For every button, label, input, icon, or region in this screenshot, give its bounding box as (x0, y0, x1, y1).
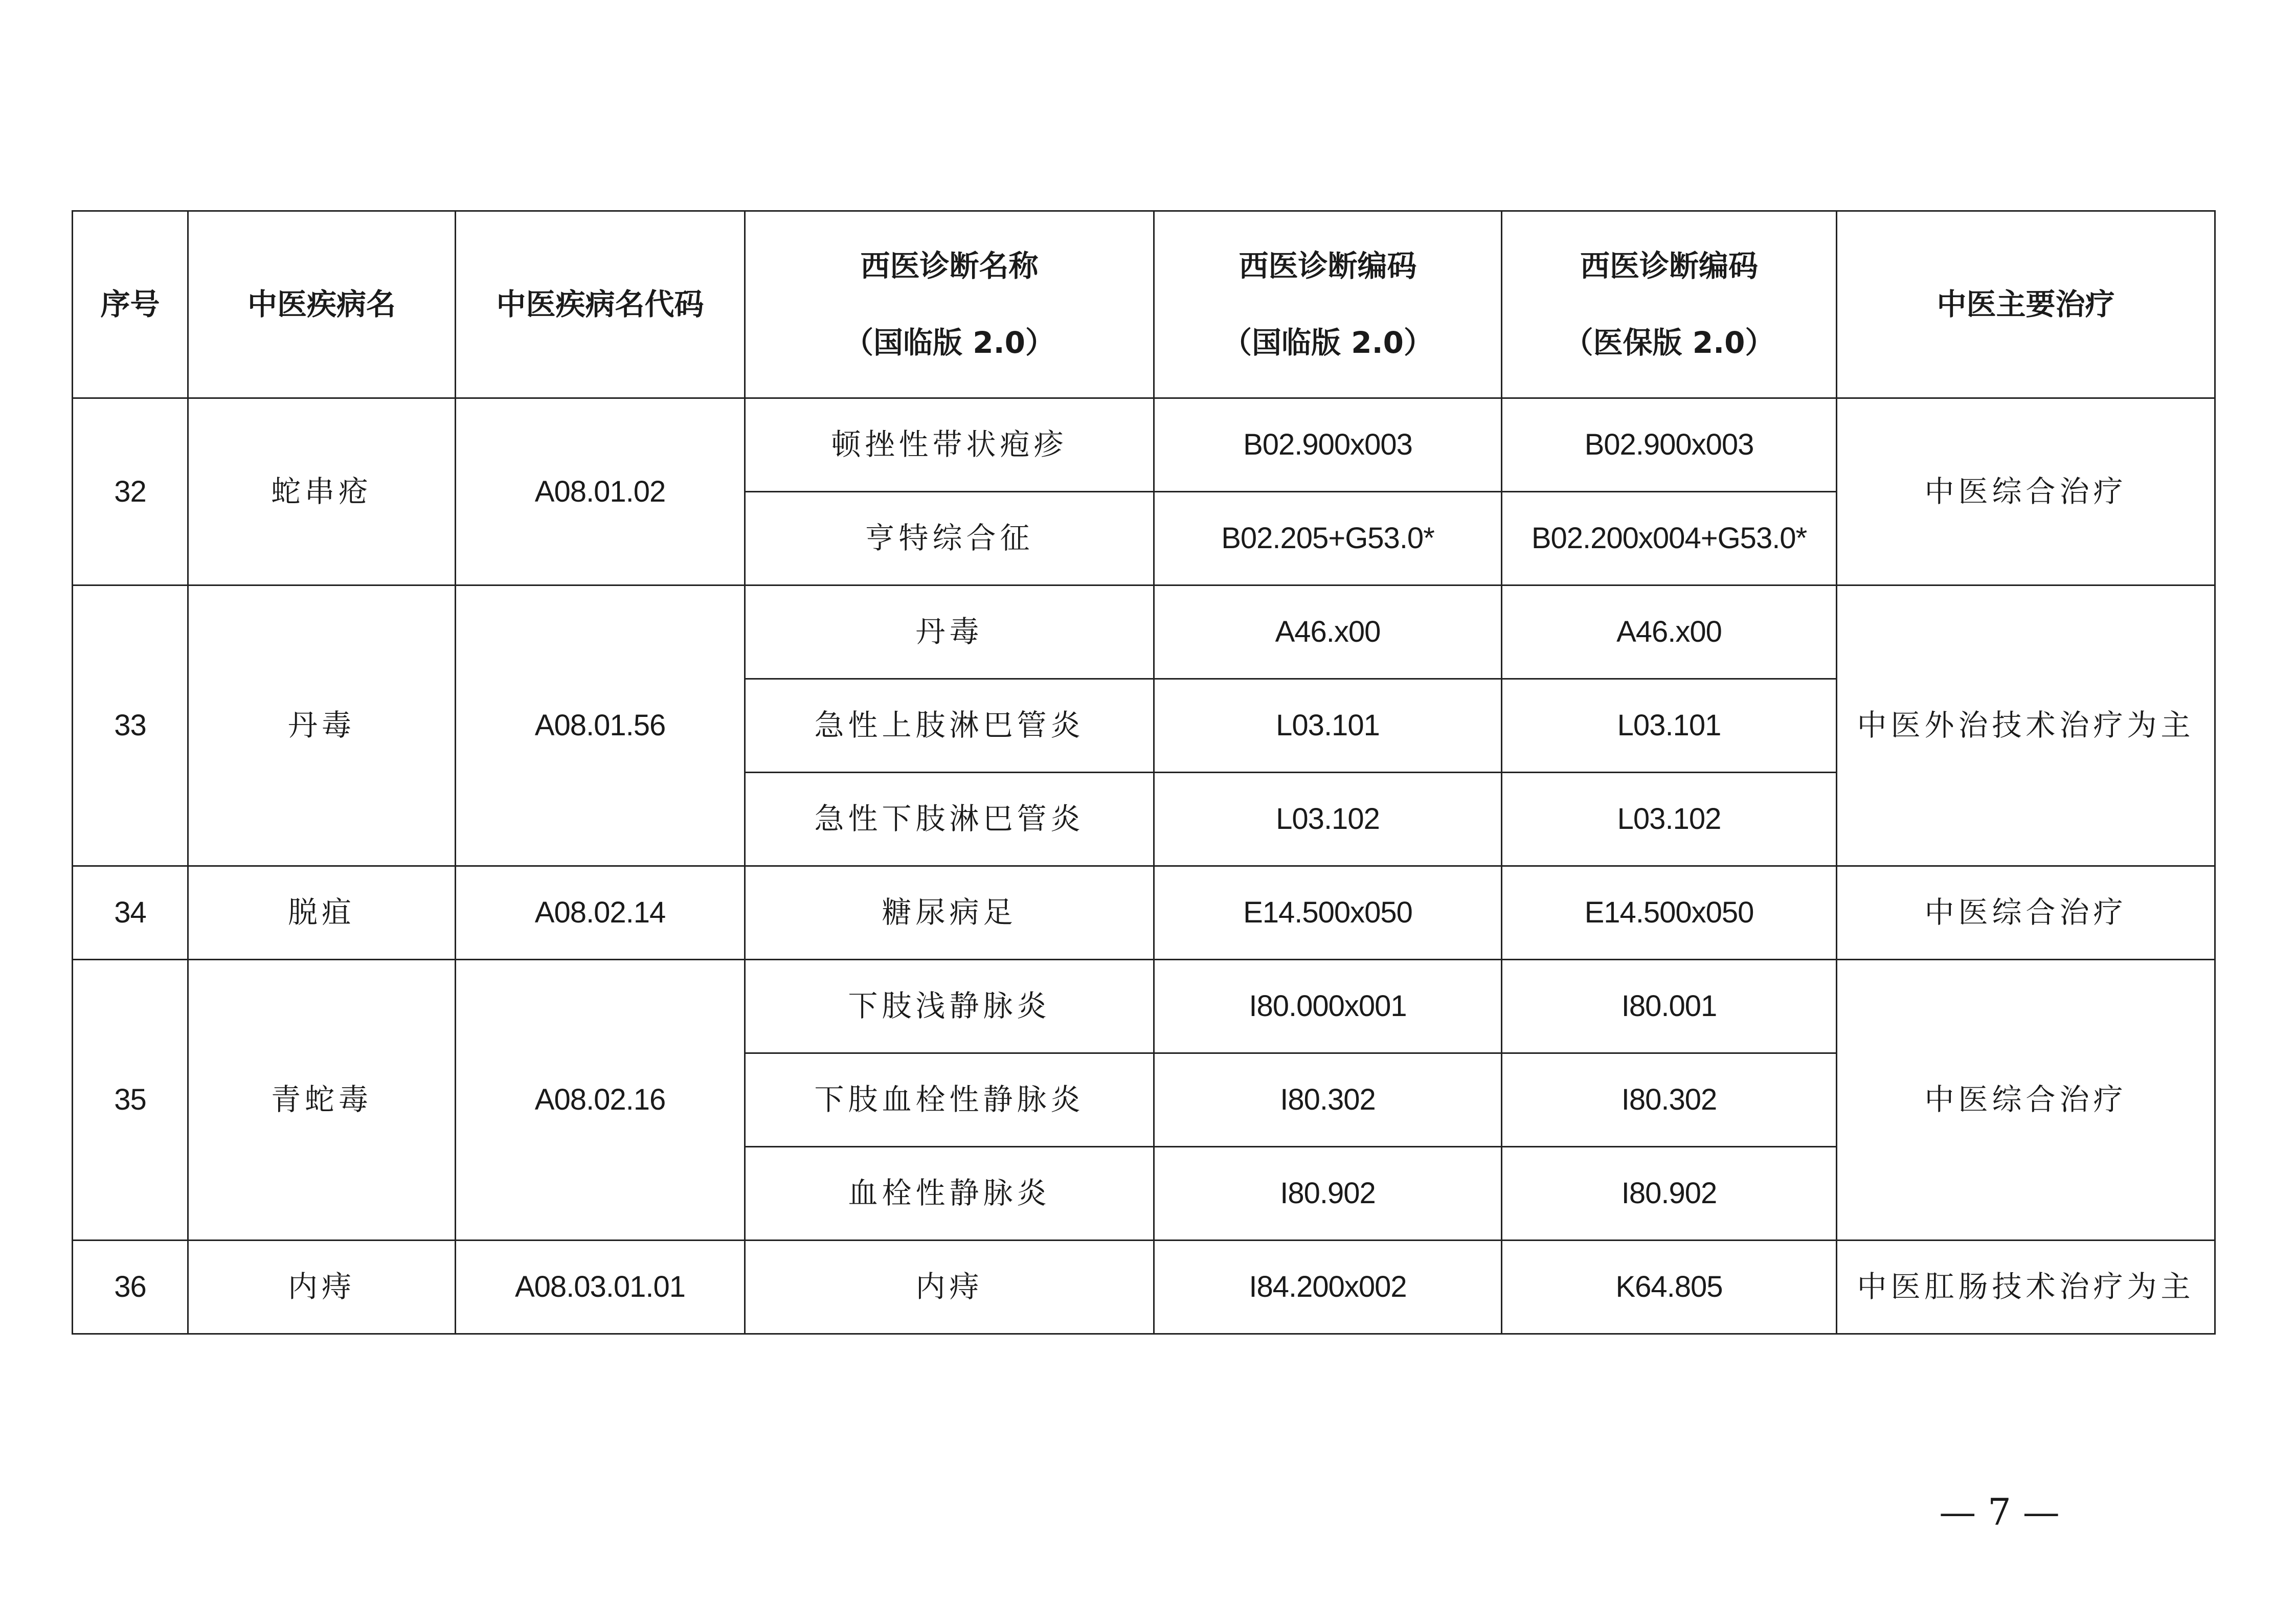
tcm-name-cell: 青蛇毒 (188, 960, 456, 1241)
header-tcm-code: 中医疾病名代码 (456, 211, 745, 398)
header-wm-code-insurance-line1: 西医诊断编码 (1580, 248, 1758, 283)
tcm-code-cell: A08.01.56 (456, 585, 745, 866)
header-seq: 序号 (73, 211, 188, 398)
treatment-cell: 中医综合治疗 (1837, 866, 2215, 960)
wm-name-cell: 急性下肢淋巴管炎 (745, 773, 1154, 866)
wm-name-cell: 下肢浅静脉炎 (745, 960, 1154, 1053)
seq-cell: 36 (73, 1241, 188, 1334)
header-wm-name (745, 211, 1154, 398)
treatment-cell: 中医肛肠技术治疗为主 (1837, 1241, 2215, 1334)
code-insurance-cell: B02.900x003 (1502, 398, 1837, 492)
code-insurance-cell: L03.101 (1502, 679, 1837, 773)
tcm-name-cell: 蛇串疮 (188, 398, 456, 585)
wm-name-cell: 内痔 (745, 1241, 1154, 1334)
table-row (73, 866, 2215, 960)
code-insurance-cell: L03.102 (1502, 773, 1837, 866)
table-header-row (73, 211, 2215, 398)
wm-name-cell: 下肢血栓性静脉炎 (745, 1053, 1154, 1147)
code-insurance-cell: I80.001 (1502, 960, 1837, 1053)
seq-cell: 32 (73, 398, 188, 585)
seq-cell: 33 (73, 585, 188, 866)
table-row (73, 960, 2215, 1053)
tcm-code-cell: A08.02.16 (456, 960, 745, 1241)
code-national-cell: B02.900x003 (1154, 398, 1502, 492)
tcm-name-cell: 内痔 (188, 1241, 456, 1334)
code-national-cell: E14.500x050 (1154, 866, 1502, 960)
wm-name-cell: 顿挫性带状疱疹 (745, 398, 1154, 492)
code-national-cell: I84.200x002 (1154, 1241, 1502, 1334)
header-wm-code-national (1154, 211, 1502, 398)
wm-name-cell: 糖尿病足 (745, 866, 1154, 960)
header-wm-name-line2: （国临版 2.0） (844, 325, 1055, 360)
code-insurance-cell: E14.500x050 (1502, 866, 1837, 960)
table-row (73, 585, 2215, 679)
header-tcm-name: 中医疾病名 (188, 211, 456, 398)
table-row (73, 1241, 2215, 1334)
code-insurance-cell: I80.902 (1502, 1147, 1837, 1241)
header-wm-code-insurance (1502, 211, 1837, 398)
code-national-cell: B02.205+G53.0* (1154, 492, 1502, 585)
code-national-cell: A46.x00 (1154, 585, 1502, 679)
header-treatment: 中医主要治疗 (1837, 211, 2215, 398)
code-national-cell: L03.101 (1154, 679, 1502, 773)
wm-name-cell: 亨特综合征 (745, 492, 1154, 585)
header-wm-code-insurance-line2: （医保版 2.0） (1563, 325, 1775, 360)
header-wm-code-national-line1: 西医诊断编码 (1239, 248, 1417, 283)
code-national-cell: I80.000x001 (1154, 960, 1502, 1053)
tcm-code-cell: A08.03.01.01 (456, 1241, 745, 1334)
wm-name-cell: 血栓性静脉炎 (745, 1147, 1154, 1241)
code-insurance-cell: A46.x00 (1502, 585, 1837, 679)
code-national-cell: L03.102 (1154, 773, 1502, 866)
tcm-name-cell: 丹毒 (188, 585, 456, 866)
code-national-cell: I80.302 (1154, 1053, 1502, 1147)
header-wm-name-line1: 西医诊断名称 (860, 248, 1039, 283)
header-wm-code-national-line2: （国临版 2.0） (1222, 325, 1433, 360)
treatment-cell: 中医综合治疗 (1837, 960, 2215, 1241)
tcm-code-cell: A08.01.02 (456, 398, 745, 585)
code-national-cell: I80.902 (1154, 1147, 1502, 1241)
code-insurance-cell: K64.805 (1502, 1241, 1837, 1334)
diagnosis-code-table (72, 210, 2216, 1335)
page-number: — 7 — (1939, 1491, 2060, 1534)
code-insurance-cell: B02.200x004+G53.0* (1502, 492, 1837, 585)
tcm-name-cell: 脱疽 (188, 866, 456, 960)
wm-name-cell: 丹毒 (745, 585, 1154, 679)
treatment-cell: 中医外治技术治疗为主 (1837, 585, 2215, 866)
treatment-cell: 中医综合治疗 (1837, 398, 2215, 585)
code-insurance-cell: I80.302 (1502, 1053, 1837, 1147)
wm-name-cell: 急性上肢淋巴管炎 (745, 679, 1154, 773)
seq-cell: 35 (73, 960, 188, 1241)
tcm-code-cell: A08.02.14 (456, 866, 745, 960)
seq-cell: 34 (73, 866, 188, 960)
table-row (73, 398, 2215, 492)
